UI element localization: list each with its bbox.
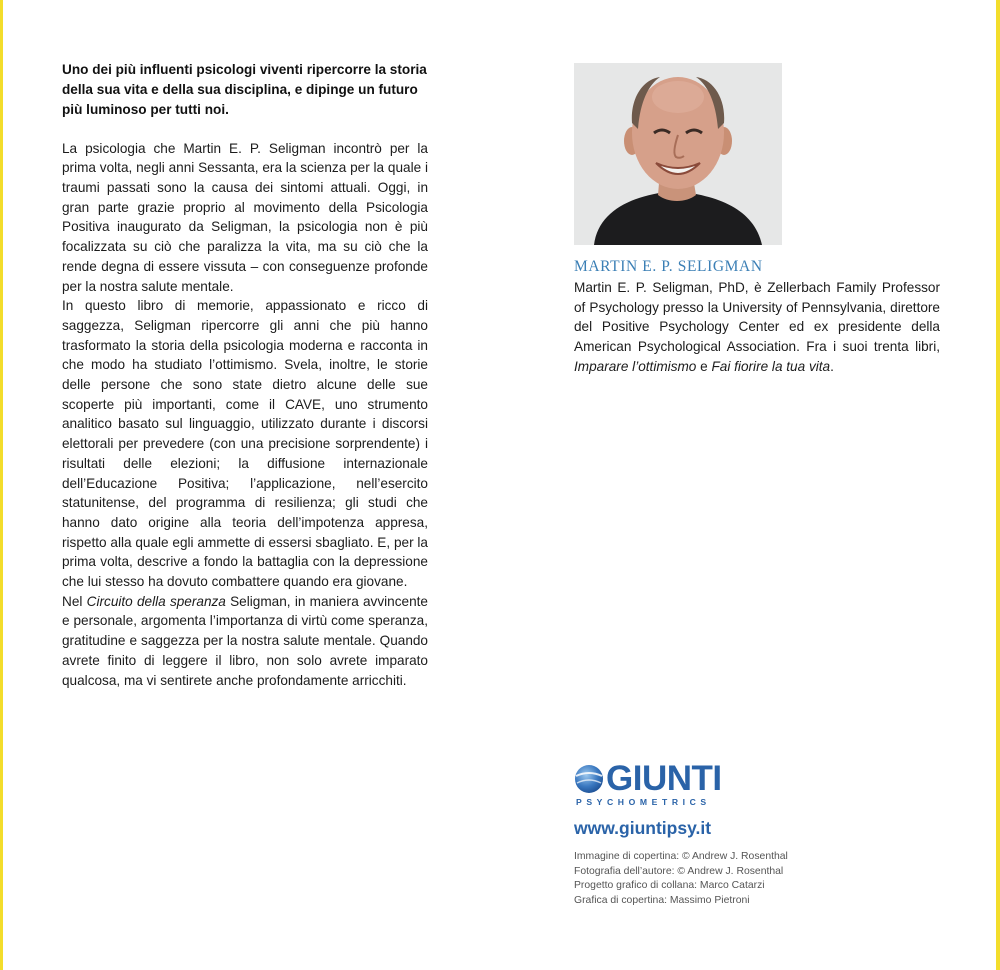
bio-end: . xyxy=(830,358,834,374)
author-name: MARTIN E. P. SELIGMAN xyxy=(574,258,763,275)
credit-line: Fotografia dell’autore: © Andrew J. Rosenthal xyxy=(574,865,784,877)
globe-icon xyxy=(574,764,604,794)
credit-line: Progetto grafico di collana: Marco Catarzi xyxy=(574,880,765,891)
lead-paragraph: Uno dei più influenti psicologi viventi ripercorre la storia della sua vita e della sua disciplina, e dipinge un futuro più luminoso per tutti noi. xyxy=(62,62,427,118)
logo-subtitle: PSYCHOMETRICS xyxy=(576,797,711,807)
p3-text-before: Nel xyxy=(62,593,87,609)
p3-text-after: Seligman, in maniera avvincente e personale, argomenta l’importanza di virtù come speranza, gratitudine e saggezza per la nostra salute mentale. Quando avrete finito di leggere il libro, non solo avrete imparato qualcosa, ma vi sentirete anche profondamente arricchiti. xyxy=(62,593,428,688)
bio-conjunction: e xyxy=(696,358,712,374)
author-bio xyxy=(574,278,940,377)
description-paragraph-2: In questo libro di memorie, appassionato e ricco di saggezza, Seligman ripercorre gli anni che più hanno trasformato la storia della psicologia moderna e racconta in che modo ha studiato l’ottimismo. Svela, inoltre, le storie delle persone che sono state dietro alcune delle sue scoperte più importanti, come il CAVE, uno strumento analitico basato sul linguaggio, utilizzato durante i discorsi elettorali per prevedere (con una precisione sorprendente) i risultati delle elezioni; la diffusione internazionale dell’Educazione Positiva; l’applicazione, nell’esercito statunitense, del programma di resilienza; gli studi che hanno dato origine alla teoria dell’impotenza appresa, rispetto alla quale egli ammette di essersi sbagliato. E, per la prima volta, descrive a fondo la battaglia con la depressione che lui stesso ha dovuto combattere quando era giovane. xyxy=(62,298,428,590)
publisher-website[interactable]: www.giuntipsy.it xyxy=(574,818,712,838)
logo-wordmark: GIUNTI xyxy=(606,759,722,798)
book-title-italic: Circuito della speranza xyxy=(86,593,226,609)
description-paragraph-3 xyxy=(62,592,428,691)
logo-row xyxy=(574,759,774,798)
author-photo xyxy=(574,63,782,245)
right-yellow-edge xyxy=(996,0,1000,970)
description-paragraph-1: La psicologia che Martin E. P. Seligman incontrò per la prima volta, negli anni Sessanta, era la scienza per la quale i traumi passati sono la causa dei sintomi attuali. Oggi, in gran parte grazie proprio al movimento della Psicologia Positiva inaugurato da Seligman, la psicologia non è più focalizzata su ciò che paralizza la vita, ma su ciò che la rende degna di essere vissuta – con conseguenze profonde per la nostra salute mentale. xyxy=(62,140,428,294)
author-bio-text: Martin E. P. Seligman, PhD, è Zellerbach Family Professor of Psychology presso la University of Pennsylvania, direttore del Positive Psychology Center ed ex presidente della American Psychological Association. Fra i suoi trenta libri, xyxy=(574,280,940,355)
description-body xyxy=(62,139,428,691)
publisher-logo xyxy=(574,759,774,807)
credit-line: Grafica di copertina: Massimo Pietroni xyxy=(574,894,750,906)
credit-line: Immagine di copertina: © Andrew J. Rosenthal xyxy=(574,851,788,862)
book-title-2: Fai fiorire la tua vita xyxy=(711,358,831,374)
left-yellow-edge xyxy=(0,0,3,970)
book-title-1: Imparare l’ottimismo xyxy=(574,358,697,374)
book-description xyxy=(62,60,428,690)
author-section xyxy=(574,63,940,377)
credits-block xyxy=(574,850,788,908)
